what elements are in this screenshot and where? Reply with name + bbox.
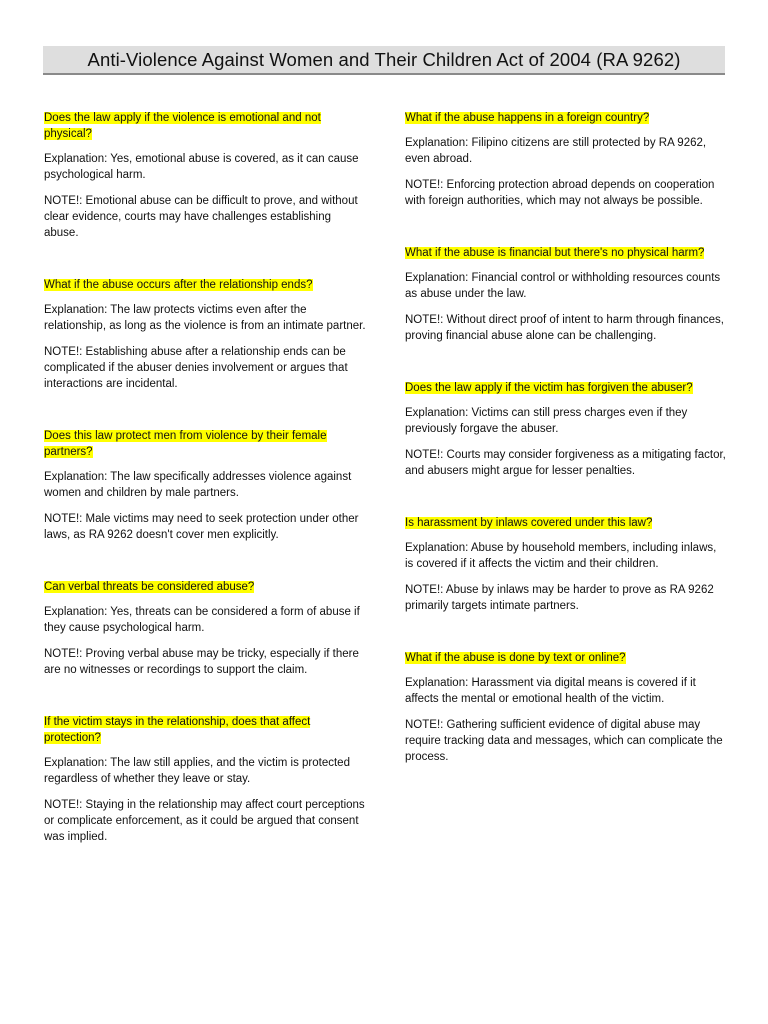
title-bar [43, 46, 725, 75]
qa-item [405, 650, 727, 765]
question: Does the law apply if the victim has forgiven the abuser? [405, 382, 693, 394]
qa-item [44, 579, 366, 678]
explanation: Explanation: Abuse by household members, including inlaws, is covered if it affects the victim and their children. [405, 542, 717, 570]
qa-item [405, 245, 727, 344]
question: Does this law protect men from violence by their female partners? [44, 430, 327, 458]
explanation: Explanation: Victims can still press charges even if they previously forgave the abuser. [405, 407, 688, 435]
explanation: Explanation: Harassment via digital means is covered if it affects the mental or emotional health of the victim. [405, 677, 696, 705]
note: NOTE!: Enforcing protection abroad depends on cooperation with foreign authorities, which may not always be possible. [405, 179, 715, 207]
note: NOTE!: Gathering sufficient evidence of digital abuse may require tracking data and messages, which can complicate the process. [405, 719, 723, 763]
explanation: Explanation: Yes, emotional abuse is covered, as it can cause psychological harm. [44, 153, 359, 181]
qa-item [405, 110, 727, 209]
question: What if the abuse occurs after the relationship ends? [44, 279, 313, 291]
question: What if the abuse happens in a foreign country? [405, 112, 650, 124]
explanation: Explanation: Yes, threats can be considered a form of abuse if they cause psychological harm. [44, 606, 360, 634]
question: If the victim stays in the relationship, does that affect protection? [44, 716, 311, 744]
note: NOTE!: Staying in the relationship may affect court perceptions or complicate enforcement, as it could be argued that consent was implied. [44, 799, 365, 843]
question: Does the law apply if the violence is emotional and not physical? [44, 112, 321, 140]
question: What if the abuse is done by text or online? [405, 652, 626, 664]
left-column [44, 110, 366, 845]
note: NOTE!: Without direct proof of intent to harm through finances, proving financial abuse alone can be challenging. [405, 314, 724, 342]
explanation: Explanation: The law protects victims even after the relationship, as long as the violence is from an intimate partner. [44, 304, 366, 332]
note: NOTE!: Establishing abuse after a relationship ends can be complicated if the abuser denies involvement or argues that interactions are incidental. [44, 346, 348, 390]
explanation: Explanation: The law still applies, and the victim is protected regardless of whether they leave or stay. [44, 757, 350, 785]
note: NOTE!: Emotional abuse can be difficult to prove, and without clear evidence, courts may have challenges establishing abuse. [44, 195, 358, 239]
explanation: Explanation: Filipino citizens are still protected by RA 9262, even abroad. [405, 137, 707, 165]
explanation: Explanation: Financial control or withholding resources counts as abuse under the law. [405, 272, 721, 300]
explanation: Explanation: The law specifically addresses violence against women and children by male partners. [44, 471, 352, 499]
question: Can verbal threats be considered abuse? [44, 581, 255, 593]
qa-item [44, 428, 366, 543]
qa-item [44, 714, 366, 845]
qa-item [405, 380, 727, 479]
note: NOTE!: Male victims may need to seek protection under other laws, as RA 9262 doesn't cover men explicitly. [44, 513, 359, 541]
note: NOTE!: Courts may consider forgiveness as a mitigating factor, and abusers might argue for lesser penalties. [405, 449, 726, 477]
question: What if the abuse is financial but there's no physical harm? [405, 247, 705, 259]
qa-item [405, 515, 727, 614]
right-column [405, 110, 727, 765]
page-title: Anti-Violence Against Women and Their Children Act of 2004 (RA 9262) [87, 48, 681, 70]
question: Is harassment by inlaws covered under this law? [405, 517, 653, 529]
note: NOTE!: Abuse by inlaws may be harder to prove as RA 9262 primarily targets intimate partners. [405, 584, 714, 612]
note: NOTE!: Proving verbal abuse may be tricky, especially if there are no witnesses or recordings to support the claim. [44, 648, 359, 676]
qa-item [44, 110, 366, 241]
qa-item [44, 277, 366, 392]
